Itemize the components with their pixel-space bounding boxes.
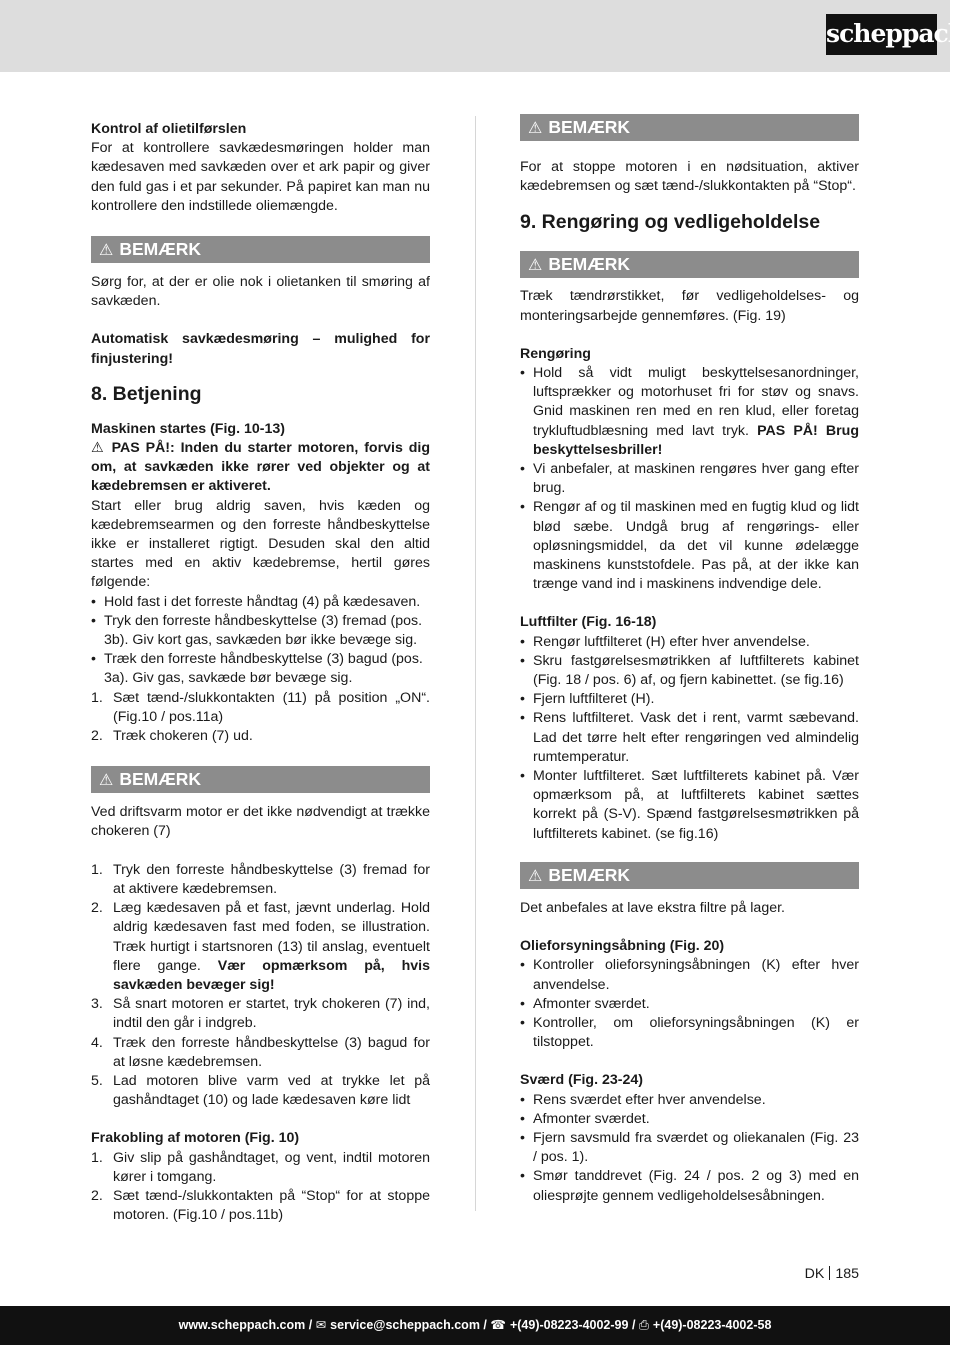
warning-text-content: PAS PÅ!: Inden du starter motoren, forvis dig om, at savkæden ikke rører ved objekter og at kædebremsen er aktiveret.	[91, 440, 430, 495]
section-title: Luftfilter (Fig. 16-18)	[520, 614, 657, 631]
list-item-text: Afmonter sværdet.	[533, 1110, 650, 1127]
list-item: • Skru fastgørelsesmøtrikken af luftfilterets kabinet (Fig. 18 / pos. 6) af, og fjern kabinettet. (se fig.16)	[520, 652, 859, 689]
list-item-text: Fjern savsmuld fra sværdet og oliekanalen (Fig. 23 / pos. 1).	[533, 1129, 859, 1166]
list-item: 1. Sæt tænd-/slukkontakten (11) på position „ON“. (Fig.10 / pos.11a)	[91, 689, 430, 725]
warning-triangle-icon: ⚠	[528, 257, 543, 275]
footer-fax: +(49)-08223-4002-58	[652, 1318, 772, 1332]
left-column	[91, 120, 430, 1225]
notice-box	[91, 236, 430, 263]
bullet-list	[520, 364, 859, 594]
list-item-text: Rengør luftfilteret (H) efter hver anvendelse.	[533, 633, 810, 650]
notice-box	[520, 862, 859, 889]
list-item-text: Lad motoren blive varm ved at trykke let på gashåndtaget (10) og lade kædesaven køre lidt	[113, 1072, 430, 1109]
column-divider	[475, 116, 476, 1211]
list-item-text: Sæt tænd-/slukkontakten (11) på position „ON“. (Fig.10 / pos.11a)	[113, 689, 430, 725]
list-item-text: Så snart motoren er startet, tryk chokeren (7) ind, indtil den går i indgreb.	[113, 996, 430, 1032]
bullet-list	[91, 593, 430, 689]
list-item: • Rengør af og til maskinen med en fugtig klud og lidt blød sæbe. Undgå brug af rengørings- eller opløsningsmiddel, da det vil kunne ødelægge maskinens kunststofdele. Pas på, at der ikke kan trænge vand ind i maskinens indvendige dele.	[520, 499, 859, 593]
list-item-emphasis: Vær opmærksom på, hvis savkæden bevæger sig!	[113, 957, 430, 993]
list-item-emphasis: PAS PÅ! Brug beskyttelsesbriller!	[533, 422, 859, 458]
list-item-text: Tryk den forreste håndbeskyttelse (3) fremad for at aktivere kædebremsen.	[113, 861, 430, 897]
list-item: • Hold så vidt muligt beskyttelsesanordninger, luftsprækker og motorhuset fri for støv og snavs. Gnid maskinen ren med en ren klud, eller foretag trykluftudblæsning med lavt tryk. PAS PÅ! Brug beskyttelsesbriller!	[520, 365, 859, 458]
section-title: Automatisk savkædesmøring – mulighed for finjustering!	[91, 331, 430, 367]
list-item: 5. Lad motoren blive varm ved at trykke let på gashåndtaget (10) og lade kædesaven køre lidt	[91, 1072, 430, 1109]
footer-web[interactable]: www.scheppach.com	[178, 1318, 306, 1332]
section-title: Olieforsyningsåbning (Fig. 20)	[520, 938, 725, 955]
paragraph: Det anbefales at lave ekstra filtre på lager.	[520, 899, 785, 916]
list-item: • Fjern savsmuld fra sværdet og oliekanalen (Fig. 23 / pos. 1).	[520, 1129, 859, 1166]
warning-triangle-icon: ⚠	[99, 242, 114, 260]
bullet-list	[520, 633, 859, 844]
page-number	[786, 1265, 859, 1284]
paragraph: Ved driftsvarm motor er det ikke nødvendigt at trække chokeren (7)	[91, 804, 430, 840]
section-title: Frakobling af motoren (Fig. 10)	[91, 1130, 300, 1147]
warning-triangle-icon: ⚠	[91, 440, 112, 457]
list-item: • Kontroller, om olieforsyningsåbningen (K) er tilstoppet.	[520, 1014, 859, 1051]
list-item: • Afmonter sværdet.	[520, 995, 650, 1012]
email-icon: ✉	[315, 1318, 327, 1332]
bullet-list	[520, 1091, 859, 1206]
notice-label: BEMÆRK	[119, 769, 202, 790]
list-item-text: Giv slip på gashåndtaget, og vent, indtil motoren kører i tomgang.	[113, 1149, 430, 1185]
chapter-heading: 8. Betjening	[91, 382, 202, 405]
list-item: • Fjern luftfilteret (H).	[520, 691, 655, 708]
list-item-text: Læg kædesaven på et fast, jævnt underlag. Hold aldrig kædesaven fast med foden, se illustration. Træk hurtigt i startsnoren (13) til anslag, eventuelt flere gange.	[113, 900, 430, 974]
bullet-list	[520, 956, 859, 1052]
paragraph: Sørg for, at der er olie nok i olietanken til smøring af savkæden.	[91, 274, 430, 310]
list-item: • Afmonter sværdet.	[520, 1110, 650, 1127]
list-item: • Tryk den forreste håndbeskyttelse (3) fremad (pos. 3b). Giv kort gas, savkæden bør ikke bevæge sig.	[91, 612, 423, 649]
numbered-list	[91, 861, 430, 1111]
warning-text	[91, 439, 430, 497]
list-item-text: Vi anbefaler, at maskinen rengøres hver gang efter brug.	[533, 461, 859, 497]
paragraph: For at stoppe motoren i en nødsituation, aktiver kædebremsen og sæt tænd-/slukkontakten på “Stop“.	[520, 159, 859, 195]
list-item-text: Monter luftfilteret. Sæt luftfilterets kabinet på. Vær opmærksom på, at luftfilterets kabinet sættes korrekt på (S-V). Spænd fastgørelsesmøtrikken på luftfilterets kabinet. (se fig.16)	[533, 768, 859, 842]
list-item: 1. Giv slip på gashåndtaget, og vent, indtil motoren kører i tomgang.	[91, 1149, 430, 1185]
chapter-heading: 9. Rengøring og vedligeholdelse	[520, 211, 821, 234]
list-item-text: Hold fast i det forreste håndtag (4) på kædesaven.	[104, 593, 421, 610]
list-item: • Hold fast i det forreste håndtag (4) på kædesaven.	[91, 593, 421, 610]
notice-label: BEMÆRK	[548, 864, 631, 885]
list-item: • Rens sværdet efter hver anvendelse.	[520, 1091, 766, 1108]
notice-box	[520, 251, 859, 278]
paragraph: Start eller brug aldrig saven, hvis kæden og kædebremsearmen og den forreste håndbeskyttelse ikke er installeret rigtigt. Desuden skal den altid startes med en aktiv kædebremse, hertil gøres følgende:	[91, 497, 430, 591]
warning-triangle-icon: ⚠	[528, 120, 543, 137]
phone-icon: ☎	[490, 1318, 506, 1332]
list-item-text: Træk den forreste håndbeskyttelse (3) bagud (pos. 3a). Giv gas, savkæde bør bevæge sig.	[104, 651, 423, 687]
notice-label: BEMÆRK	[119, 239, 202, 260]
paragraph: For at kontrollere savkædesmøringen holder man kædesaven med savkæden over et ark papir og giver den fuld gas i et par sekunder. På papiret kan man nu kontrollere den indstillede oliemængde.	[91, 140, 430, 214]
list-item-text: Kontroller olieforsyningsåbningen (K) efter hver anvendelse.	[533, 957, 859, 993]
numbered-list	[91, 689, 430, 747]
list-item-text: Træk den forreste håndbeskyttelse (3) bagud for at løsne kædebremsen.	[113, 1034, 430, 1070]
section-title: Kontrol af olietilførslen	[91, 121, 247, 137]
warning-triangle-icon: ⚠	[99, 772, 114, 790]
footer-email[interactable]: service@scheppach.com	[330, 1318, 480, 1332]
list-item: 1. Tryk den forreste håndbeskyttelse (3) fremad for at aktivere kædebremsen.	[91, 861, 430, 897]
list-item: • Monter luftfilteret. Sæt luftfilterets kabinet på. Vær opmærksom på, at luftfilterets kabinet sættes korrekt på (S-V). Spænd fastgørelsesmøtrikken på luftfilterets kabinet. (se fig.16)	[520, 768, 859, 842]
list-item-text: Smør tanddrevet (Fig. 24 / pos. 2 og 3) med en oliesprøjte gennem vedligeholdelsesåbningen.	[533, 1168, 859, 1204]
page-number-value: 185	[835, 1266, 859, 1282]
list-item-text: Rens luftfilteret. Vask det i rent, varmt sæbevand. Lad det tørre helt efter rengøringen ved almindelig rumtemperatur.	[533, 710, 859, 765]
warning-triangle-icon: ⚠	[528, 867, 543, 885]
right-column	[520, 114, 859, 1206]
notice-box	[91, 766, 430, 793]
list-item: • Vi anbefaler, at maskinen rengøres hver gang efter brug.	[520, 461, 859, 497]
list-item-text: Rengør af og til maskinen med en fugtig klud og lidt blød sæbe. Undgå brug af rengørings- eller opløsningsmiddel, da det vil kunne ødelægge maskinens kunststofdele. Pas på, at der ikke kan trænge vand ind i maskinens indvendige dele.	[533, 499, 859, 593]
list-item-text: Sæt tænd-/slukkontakten på “Stop“ for at stoppe motoren. (Fig.10 / pos.11b)	[113, 1187, 430, 1224]
footer-phone: +(49)-08223-4002-99	[509, 1318, 629, 1332]
list-item: • Rengør luftfilteret (H) efter hver anvendelse.	[520, 633, 810, 650]
notice-label: BEMÆRK	[548, 254, 631, 275]
list-item: • Rens luftfilteret. Vask det i rent, varmt sæbevand. Lad det tørre helt efter rengøringen ved almindelig rumtemperatur.	[520, 710, 859, 765]
list-item: 2. Træk chokeren (7) ud.	[91, 728, 253, 745]
list-item: 2. Sæt tænd-/slukkontakten på “Stop“ for at stoppe motoren. (Fig.10 / pos.11b)	[91, 1187, 430, 1224]
list-item-text: Tryk den forreste håndbeskyttelse (3) fremad (pos. 3b). Giv kort gas, savkæden bør ikke bevæge sig.	[104, 612, 423, 649]
list-item-text: Træk chokeren (7) ud.	[113, 728, 253, 745]
list-item: 3. Så snart motoren er startet, tryk chokeren (7) ind, indtil den går i indgreb.	[91, 996, 430, 1032]
list-item-text: Afmonter sværdet.	[533, 995, 650, 1012]
notice-label: BEMÆRK	[548, 117, 631, 137]
fax-icon: ⎙	[638, 1318, 649, 1332]
section-title: Rengøring	[520, 345, 591, 362]
page-language: DK	[804, 1266, 825, 1282]
list-item: • Kontroller olieforsyningsåbningen (K) efter hver anvendelse.	[520, 957, 859, 993]
scheppach-logo: scheppach	[826, 14, 937, 55]
numbered-list	[91, 1149, 430, 1226]
section-title: Sværd (Fig. 23-24)	[520, 1072, 643, 1089]
list-item-text: Skru fastgørelsesmøtrikken af luftfilterets kabinet (Fig. 18 / pos. 6) af, og fjern kabinettet. (se fig.16)	[533, 652, 859, 689]
list-item: 4. Træk den forreste håndbeskyttelse (3) bagud for at løsne kædebremsen.	[91, 1034, 430, 1070]
list-item: • Træk den forreste håndbeskyttelse (3) bagud (pos. 3a). Giv gas, savkæde bør bevæge sig.	[91, 651, 423, 687]
paragraph: Træk tændrørstikket, før vedligeholdelses- og monteringsarbejde gennemføres. (Fig. 19)	[520, 288, 859, 324]
list-item: 2. Læg kædesaven på et fast, jævnt underlag. Hold aldrig kædesaven fast med foden, se illustration. Træk hurtigt i startsnoren (13) til anslag, eventuelt flere gange. Vær opmærksom på, hvis savkæden bevæger sig!	[91, 900, 430, 993]
section-title: Maskinen startes (Fig. 10-13)	[91, 420, 285, 437]
list-item-text: Fjern luftfilteret (H).	[533, 691, 655, 708]
list-item-text: Kontroller, om olieforsyningsåbningen (K) er tilstoppet.	[533, 1014, 859, 1051]
footer-bar: www.scheppach.com / ✉ service@scheppach.com / ☎ +(49)-08223-4002-99 / ⎙ +(49)-08223-4002-58	[0, 1306, 950, 1345]
list-item: • Smør tanddrevet (Fig. 24 / pos. 2 og 3) med en oliesprøjte gennem vedligeholdelsesåbningen.	[520, 1168, 859, 1204]
list-item-text: Rens sværdet efter hver anvendelse.	[533, 1091, 766, 1108]
notice-box	[520, 114, 859, 141]
header-bar	[0, 0, 965, 72]
list-item-text: Hold så vidt muligt beskyttelsesanordninger, luftsprækker og motorhuset fri for støv og snavs. Gnid maskinen ren med en ren klud, eller foretag trykluftudblæsning med lavt tryk.	[533, 365, 859, 439]
